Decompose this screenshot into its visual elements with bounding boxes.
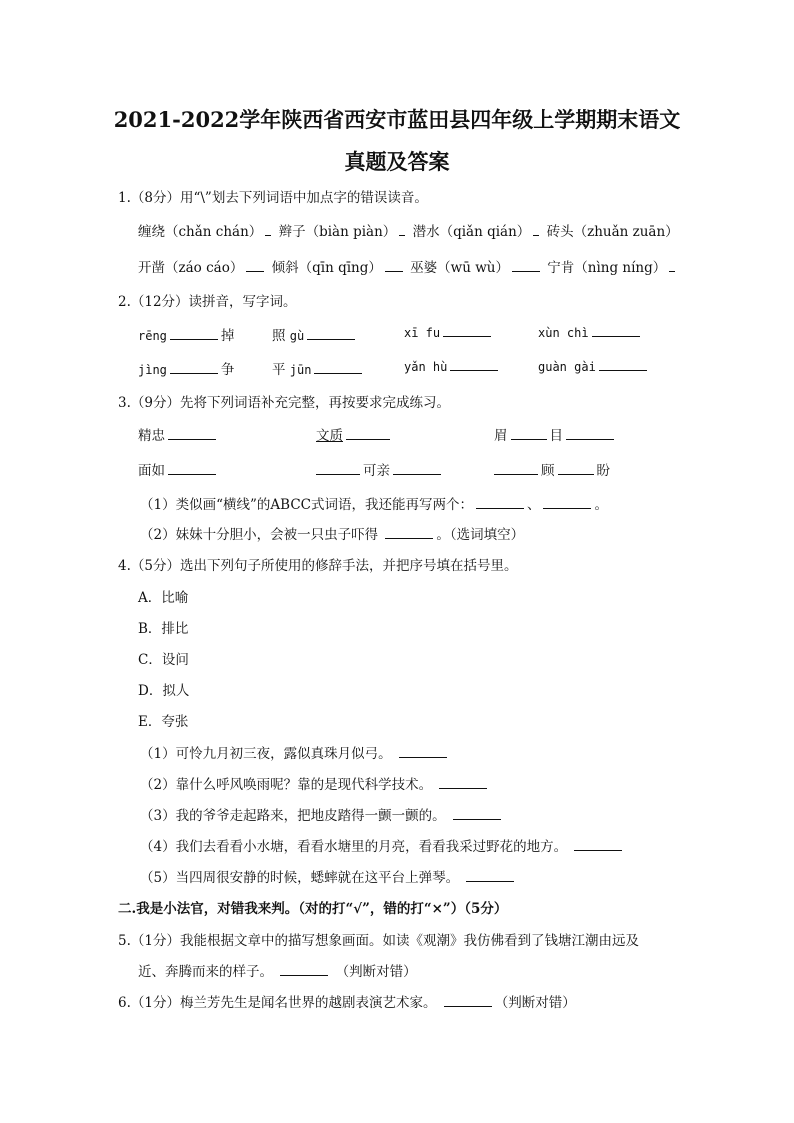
q1-word: 巫婆（wū wù） xyxy=(410,260,509,276)
idiom-item xyxy=(138,459,219,479)
answer-blank[interactable] xyxy=(599,358,647,371)
pinyin-text: xī fu xyxy=(404,326,441,340)
idiom-item xyxy=(316,459,444,479)
word-suffix: 争 xyxy=(220,362,235,378)
answer-blank[interactable] xyxy=(450,358,498,371)
answer-blank[interactable] xyxy=(466,869,514,882)
q2-item xyxy=(138,324,234,344)
idiom-part: 面如 xyxy=(138,463,165,479)
answer-blank[interactable] xyxy=(393,462,441,475)
word-prefix: 照 xyxy=(272,328,286,344)
answer-blank[interactable] xyxy=(316,462,360,475)
answer-blank[interactable] xyxy=(494,462,538,475)
answer-blank[interactable] xyxy=(346,427,390,440)
word-suffix: 掉 xyxy=(220,328,235,344)
q2-item xyxy=(272,358,365,378)
section-heading: 二.我是小法官，对错我来判。（对的打“√”，错的打“×”）（5分） xyxy=(118,901,508,917)
option-d: D．拟人 xyxy=(138,683,190,699)
pinyin-text: xùn chì xyxy=(538,326,589,340)
pinyin-text: gù xyxy=(289,329,305,343)
answer-blank[interactable] xyxy=(385,259,403,272)
q2-item xyxy=(138,358,234,378)
answer-blank[interactable] xyxy=(566,427,614,440)
q6-line xyxy=(118,991,576,1011)
q4-item xyxy=(140,866,517,886)
q4-sentence: （4）我们去看看小水塘，看看水塘里的月亮，看看我采过野花的地方。 xyxy=(140,839,568,855)
q2-item xyxy=(538,324,643,341)
answer-blank[interactable] xyxy=(543,496,591,509)
option-b: B．排比 xyxy=(138,621,189,637)
q1-word: 砖头（zhuǎn zuān） xyxy=(546,224,679,240)
answer-blank[interactable] xyxy=(265,223,271,236)
idiom-item xyxy=(138,424,219,444)
answer-blank[interactable] xyxy=(170,361,218,374)
q1-word: 宁肯（nìng níng） xyxy=(547,260,667,276)
word-prefix: 平 xyxy=(272,362,286,378)
answer-blank[interactable] xyxy=(558,462,594,475)
pinyin-text: rēng xyxy=(138,329,167,343)
answer-blank[interactable] xyxy=(170,327,218,340)
idiom-part: 精忠 xyxy=(138,428,165,444)
idiom-part: 顾 xyxy=(541,463,555,479)
judge-hint: （判断对错） xyxy=(494,995,576,1011)
q1-word: 倾斜（qīn qīng） xyxy=(271,260,382,276)
option-c: C．设问 xyxy=(138,652,189,668)
q2-item xyxy=(538,358,650,375)
answer-blank[interactable] xyxy=(669,259,675,272)
option-a: A．比喻 xyxy=(138,590,189,606)
q3-sub1 xyxy=(140,493,608,513)
answer-blank[interactable] xyxy=(168,427,216,440)
q4-sentence: （2）靠什么呼风唤雨呢？靠的是现代科学技术。 xyxy=(140,777,433,793)
q1-row1 xyxy=(138,220,679,240)
q5-text: 近、奔腾而来的样子。 xyxy=(138,964,273,980)
q2-item xyxy=(404,358,501,375)
pinyin-text: guàn gài xyxy=(538,360,596,374)
q3-sub1-text: （1）类似画“横线”的ABCC式词语，我还能再写两个： xyxy=(140,497,473,513)
idiom-part: 文质 xyxy=(316,428,343,444)
q4-stem: 4.（5分）选出下列句子所使用的修辞手法，并把序号填在括号里。 xyxy=(118,558,518,574)
idiom-part: 盼 xyxy=(596,463,610,479)
answer-blank[interactable] xyxy=(443,324,491,337)
q1-word: 缠绕（chǎn chán） xyxy=(138,224,263,240)
answer-blank[interactable] xyxy=(453,807,501,820)
q4-item xyxy=(140,835,625,855)
q4-item xyxy=(140,804,504,824)
answer-blank[interactable] xyxy=(280,963,328,976)
q6-text: 6.（1分）梅兰芳先生是闻名世界的越剧表演艺术家。 xyxy=(118,995,437,1011)
answer-blank[interactable] xyxy=(511,427,547,440)
pinyin-text: jūn xyxy=(289,363,312,377)
idiom-part: 眉 xyxy=(494,428,508,444)
q1-row2 xyxy=(138,256,678,276)
answer-blank[interactable] xyxy=(533,223,539,236)
pinyin-text: yǎn hù xyxy=(404,360,448,374)
answer-blank[interactable] xyxy=(399,223,405,236)
answer-blank[interactable] xyxy=(574,838,622,851)
q4-sentence: （5）当四周很安静的时候，蟋蟀就在这平台上弹琴。 xyxy=(140,870,460,886)
idiom-part: 目 xyxy=(549,428,563,444)
q1-word: 开凿（záo cáo） xyxy=(138,260,244,276)
answer-blank[interactable] xyxy=(439,776,487,789)
judge-hint: （判断对错） xyxy=(335,964,417,980)
document-title-line1: 2021-2022学年陕西省西安市蓝田县四年级上学期期末语文 xyxy=(113,107,681,132)
q2-item xyxy=(404,324,494,341)
separator: 、 xyxy=(526,497,541,513)
answer-blank[interactable] xyxy=(168,462,216,475)
q5-line2 xyxy=(138,960,417,980)
q5-line1: 5.（1分）我能根据文章中的描写想象画面。如读《观潮》我仿佛看到了钱塘江潮由远及 xyxy=(118,933,639,949)
answer-blank[interactable] xyxy=(385,526,433,539)
q3-sub2-text: （2）妹妹十分胆小，会被一只虫子吓得 xyxy=(140,527,379,543)
period: 。 xyxy=(594,497,608,513)
answer-blank[interactable] xyxy=(314,361,362,374)
pinyin-text: jìng xyxy=(138,363,167,377)
q4-item xyxy=(140,773,490,793)
answer-blank[interactable] xyxy=(592,324,640,337)
q4-item xyxy=(140,742,450,762)
q4-sentence: （3）我的爷爷走起路来，把地皮踏得一颤一颤的。 xyxy=(140,808,446,824)
answer-blank[interactable] xyxy=(476,496,524,509)
q3-sub2-end: 。（选词填空） xyxy=(436,527,525,543)
q2-stem: 2.（12分）读拼音，写字词。 xyxy=(118,294,297,310)
answer-blank[interactable] xyxy=(512,259,540,272)
q4-sentence: （1）可怜九月初三夜，露似真珠月似弓。 xyxy=(140,746,392,762)
idiom-item xyxy=(494,459,610,479)
q1-word: 潜水（qiǎn qián） xyxy=(412,224,531,240)
idiom-item xyxy=(316,424,393,444)
idiom-part: 可亲 xyxy=(363,463,390,479)
document-title-line2: 真题及答案 xyxy=(344,149,450,174)
idiom-item xyxy=(494,424,617,444)
answer-blank[interactable] xyxy=(444,994,492,1007)
q2-item xyxy=(272,324,358,344)
answer-blank[interactable] xyxy=(399,745,447,758)
q3-stem: 3.（9分）先将下列词语补充完整，再按要求完成练习。 xyxy=(118,395,450,411)
option-e: E．夸张 xyxy=(138,714,189,730)
q3-sub2 xyxy=(140,523,524,543)
answer-blank[interactable] xyxy=(307,327,355,340)
q1-word: 辫子（biàn piàn） xyxy=(278,224,397,240)
q1-stem: 1.（8分）用“\”划去下列词语中加点字的错误读音。 xyxy=(118,190,428,206)
answer-blank[interactable] xyxy=(246,259,264,272)
